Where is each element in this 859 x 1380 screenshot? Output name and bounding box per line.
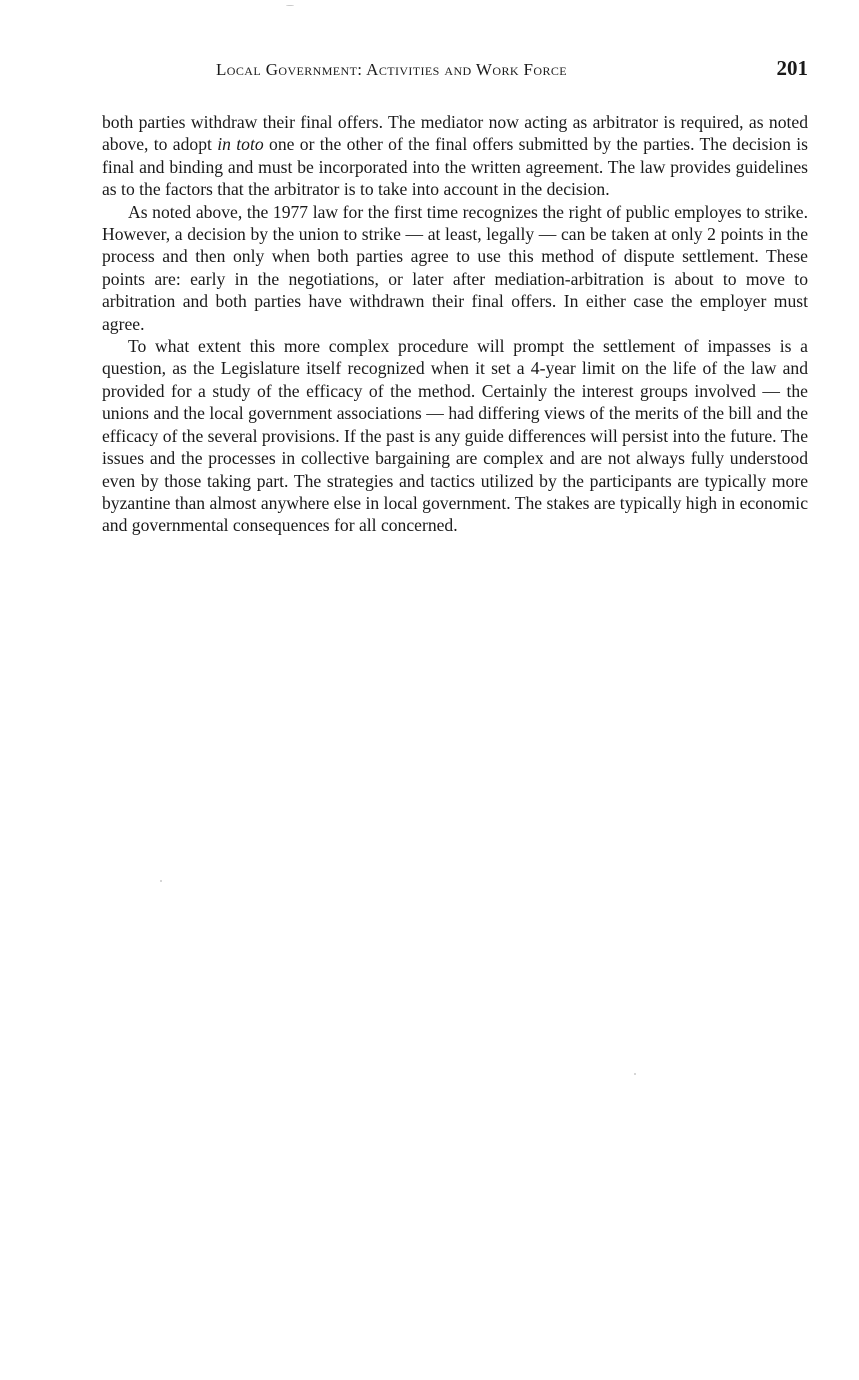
body-text <box>102 111 808 537</box>
paragraph-2: As noted above, the 1977 law for the first time recognizes the right of public employes to strike. However, a decision by the union to strike — at least, legally — can be taken at only 2 points in the process and then only when both parties agree to use this method of dispute settlement. These points are: early in the negotiations, or later after mediation-arbitration is about to move to arbitration and both parties have withdrawn their final offers. In either case the employer must agree. <box>102 201 808 334</box>
page-header <box>102 56 808 84</box>
scan-speck <box>286 5 294 6</box>
scan-speck <box>634 1073 636 1075</box>
paragraph-1-text-start: both parties withdraw their final offers. The mediator now acting as arbitrator is required, as noted above, to adopt <box>102 112 808 155</box>
page-number: 201 <box>776 56 808 80</box>
running-head: Local Government: Activities and Work Force <box>216 60 568 79</box>
paragraph-1-italic-phrase: in toto <box>217 134 264 155</box>
paragraph-1-text-end: one or the other of the final offers submitted by the parties. The decision is final and binding and must be incorporated into the written agreement. The law provides guidelines as to the factors that the arbitrator is to take into account in the decision. <box>102 134 808 200</box>
scan-speck <box>160 880 162 882</box>
paragraph-1 <box>102 111 808 201</box>
paragraph-3: To what extent this more complex procedure will prompt the settlement of impasses is a question, as the Legislature itself recognized when it set a 4-year limit on the life of the law and provided for a study of the efficacy of the method. Certainly the interest groups involved — the unions and the local government associations — had differing views of the merits of the bill and the efficacy of the several provisions. If the past is any guide differences will persist into the future. The issues and the processes in collective bargaining are complex and are not always fully understood even by those taking part. The strategies and tactics utilized by the participants are typically more byzantine than almost anywhere else in local government. The stakes are typically high in economic and governmental consequences for all concerned. <box>102 336 808 536</box>
